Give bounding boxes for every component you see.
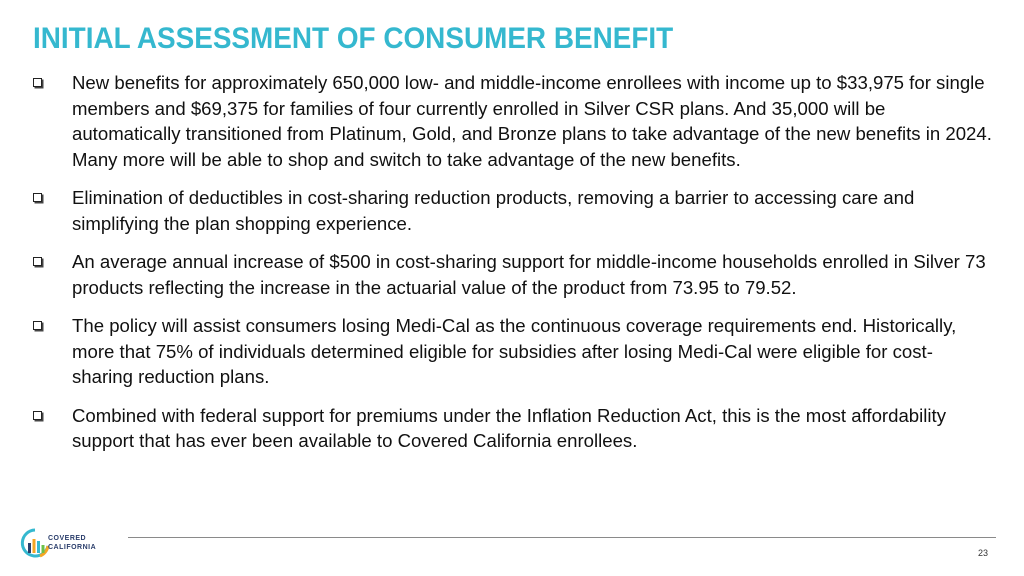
bullet-text: The policy will assist consumers losing Medi-Cal as the continuous coverage requirements end. Historically, more that 75% of individuals determined eligible for subsidies after losing Medi-Cal were eligible for cost-sharing reduction plans. [72, 315, 957, 387]
bullet-item [33, 185, 993, 236]
slide-title: INITIAL ASSESSMENT OF CONSUMER BENEFIT [33, 22, 674, 55]
bullet-list [33, 70, 993, 467]
bullet-item [33, 249, 993, 300]
page-number: 23 [978, 548, 989, 558]
logo-wordmark [48, 534, 96, 552]
bullet-item [33, 313, 993, 390]
bullet-text: Elimination of deductibles in cost-sharing reduction products, removing a barrier to accessing care and simplifying the plan shopping experience. [72, 187, 915, 234]
logo-line-2: CALIFORNIA [48, 544, 97, 551]
checkbox-bullet-icon [33, 78, 42, 87]
footer-divider [128, 537, 996, 538]
logo-mark-icon [20, 524, 50, 564]
bullet-text: Combined with federal support for premiums under the Inflation Reduction Act, this is the most affordability support that has ever been available to Covered California enrollees. [72, 404, 947, 451]
bullet-item [33, 70, 993, 172]
bullet-text: New benefits for approximately 650,000 low- and middle-income enrollees with income up to $33,975 for single members and $69,375 for families of four currently enrolled in Silver CSR plans. And 35,000 will be automatically transitioned from Platinum, Gold, and Bronze plans to take advantage of the new benefits in 2024. Many more will be able to shop and switch to take advantage of the new benefits. [72, 72, 992, 170]
checkbox-bullet-icon [33, 193, 42, 202]
logo-line-1: COVERED [48, 535, 87, 542]
checkbox-bullet-icon [33, 321, 42, 330]
bullet-item [33, 403, 993, 454]
checkbox-bullet-icon [33, 257, 42, 266]
bullet-text: An average annual increase of $500 in cost-sharing support for middle-income households enrolled in Silver 73 products reflecting the increase in the actuarial value of the product from 73.95 to 79.52. [72, 251, 986, 298]
checkbox-bullet-icon [33, 411, 42, 420]
